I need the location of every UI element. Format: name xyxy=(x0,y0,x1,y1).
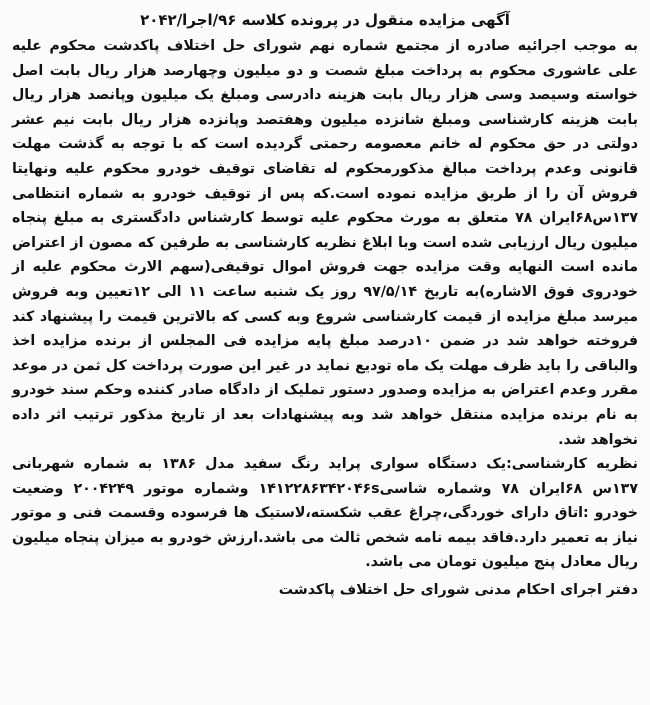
expert-assessment: نظریه کارشناسی:یک دستگاه سواری پراید رنگ سفید مدل ۱۳۸۶ به شماره شهربانی ۱۳۷س ۶۸ایران ۷۸ وشماره شاسی۱۴۱۲۲۸۶۳۴۲۰۴۶s وشماره موتور ۲۰۰۴۲۴۹ وضعیت خودرو :اتاق دارای خوردگی،چراغ عقب شکسته،لاستیک ها فرسوده وقسمت فنی و موتور نیاز به تعمیر دارد.فاقد بیمه نامه شخص ثالث می باشد.ارزش خودرو به میزان پنجاه میلیون ریال معادل پنج میلیون تومان می باشد. xyxy=(12,456,638,571)
notice-title: آگهی مزایده منقول در پرونده کلاسه ۹۶/اجرا/۲۰۴۲ xyxy=(140,11,510,29)
notice-body: به موجب اجرائیه صادره از مجتمع شماره نهم شورای حل اختلاف پاکدشت محکوم علیه علی عاشوری محکوم به پرداخت مبلغ شصت و دو میلیون وچهارصد هزار ریال بابت اصل خواسته وسیصد وسی هزار ریال بابت هزینه دادرسی ومبلغ یک میلیون وپانصد هزار ریال بابت هزینه کارشناسی ومبلغ شانزده میلیون وهفتصد وپانزده هزار ریال بابت نیم عشر دولتی در حق محکوم له خانم معصومه رحمتی گردیده است که با توجه به گذشت مهلت قانونی وعدم پرداخت مبالغ مذکورمحکوم له تقاضای توقیف خودرو محکوم علیه ونهایتا فروش آن را از طریق مزایده نموده است.که پس از توقیف خودرو به شماره انتظامی ۱۳۷س۶۸ایران ۷۸ متعلق به مورث محکوم علیه توسط کارشناس دادگستری به مبلغ پنجاه میلیون ریال ارزیابی شده است وبا ابلاغ نظریه کارشناسی به طرفین که مصون از اعتراض مانده است النهایه وقت مزایده جهت فروش اموال توقیفی(سهم الارث محکوم علیه از خودروی فوق الاشاره)به تاریخ ۹۷/۵/۱۴ روز یک شنبه ساعت ۱۱ الی ۱۲تعیین وبه فروش میرسد مبلغ مزایده از قیمت کارشناسی شروع وبه کسی که بالاترین قیمت را پیشنهاد کند فروخته خواهد شد در ضمن ۱۰درصد مبلغ پایه مزایده فی المجلس از برنده مزایده اخذ والباقی را باید ظرف مهلت یک ماه تودیع نماید در غیر این صورت پرداخت کل ثمن در موعد مقرر وعدم اعتراض به مزایده وصدور دستور تملیک از دادگاه صادر کننده وحکم سند خودرو به نام برنده مزایده منتقل خواهد شد وبه پیشنهادات بعد از تاریخ مذکور ترتیب اثر داده نخواهد شد. xyxy=(12,38,638,448)
issuing-office-signature: دفتر اجرای احکام مدنی شورای حل اختلاف پاکدشت xyxy=(278,582,638,599)
